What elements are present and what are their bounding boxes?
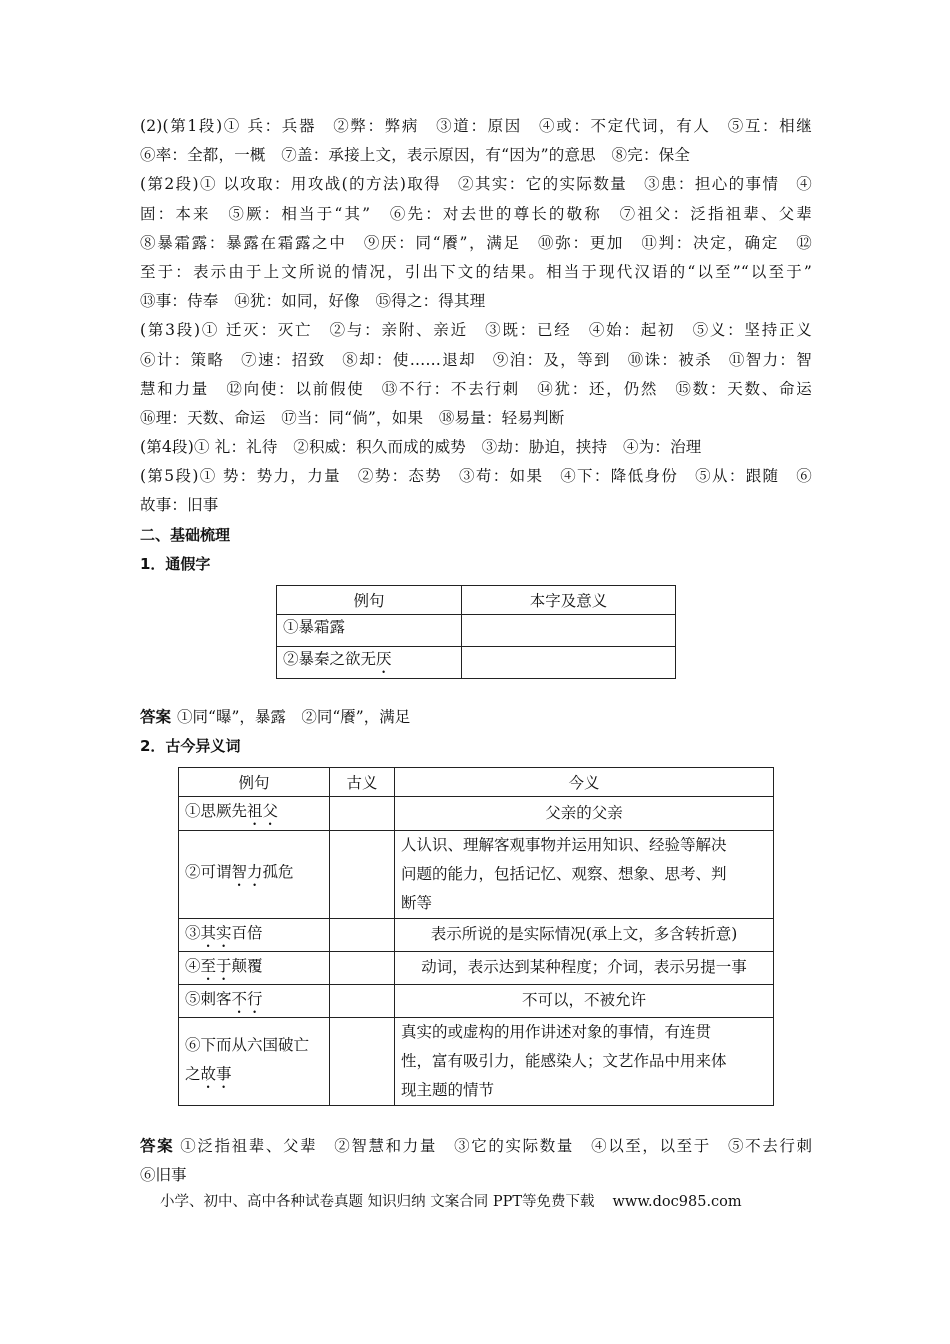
modern-meaning-cell: 表示所说的是实际情况(承上文，多含转折意) bbox=[395, 918, 774, 951]
answer-gujin bbox=[140, 1132, 812, 1190]
table-row bbox=[277, 614, 676, 646]
table-row bbox=[179, 1017, 774, 1105]
note-line: 故事：旧事 bbox=[140, 496, 219, 515]
footer-text: 小学、初中、高中各种试卷真题 知识归纳 文案合同 PPT等免费下载 bbox=[160, 1194, 595, 1210]
example-sentence: ②可谓智力孤危 bbox=[179, 830, 330, 918]
content bbox=[140, 112, 812, 1190]
ancient-meaning-cell bbox=[330, 984, 395, 1017]
table-row bbox=[179, 951, 774, 984]
answer-cell bbox=[462, 614, 676, 646]
note-line: ⑧暴霜露：暴露在霜露之中 ⑨厌：同“餍”，满足 ⑩弥：更加 ⑪判：决定，确定 ⑫ bbox=[140, 233, 812, 252]
ancient-meaning-cell bbox=[330, 918, 395, 951]
table-row bbox=[179, 918, 774, 951]
subsection-heading-gujin: 2．古今异义词 bbox=[140, 736, 241, 755]
note-line: (第4段)① 礼：礼待 ②积威：积久而成的威势 ③劫：胁迫，挟持 ④为：治理 bbox=[140, 438, 702, 457]
note-line: ⑥率：全都，一概 ⑦盖：承接上文，表示原因，有“因为”的意思 ⑧完：保全 bbox=[140, 146, 691, 165]
notes-block bbox=[140, 112, 812, 521]
note-line: (第2段)① 以攻取：用攻战(的方法)取得 ②其实：它的实际数量 ③患：担心的事情 ④ bbox=[140, 175, 812, 194]
answer-line: ⑥旧事 bbox=[140, 1165, 187, 1184]
answer-tongjiazi bbox=[140, 703, 812, 732]
table-row bbox=[179, 984, 774, 1017]
column-header: 古义 bbox=[330, 767, 395, 796]
note-line: (第3段)① 迁灭：灭亡 ②与：亲附、亲近 ③既：已经 ④始：起初 ⑤义：坚持正义 bbox=[140, 321, 812, 340]
note-line: ⑥计：策略 ⑦速：招致 ⑧却：使……退却 ⑨洎：及，等到 ⑩诛：被杀 ⑪智力：智 bbox=[140, 350, 812, 369]
answer-text: ①泛指祖辈、父辈 ②智慧和力量 ③它的实际数量 ④以至，以至于 ⑤不去行刺 bbox=[180, 1136, 812, 1155]
note-line: 至于：表示由于上文所说的情况，引出下文的结果。相当于现代汉语的“以至”“以至于” bbox=[140, 262, 812, 281]
answer-label: 答案 bbox=[140, 707, 172, 726]
example-sentence: ①暴霜露 bbox=[277, 614, 462, 646]
note-line: ⑯理：天数、命运 ⑰当：同“倘”，如果 ⑱易量：轻易判断 bbox=[140, 408, 565, 427]
table-header-row bbox=[179, 767, 774, 796]
gujin-table bbox=[178, 767, 774, 1106]
note-line: (第5段)① 势：势力，力量 ②势：态势 ③苟：如果 ④下：降低身份 ⑤从：跟随 ⑥ bbox=[140, 467, 812, 486]
modern-meaning-cell: 人认识、理解客观事物并运用知识、经验等解决 问题的能力，包括记忆、观察、想象、思考、判 断等 bbox=[395, 830, 774, 918]
tongjiazi-table bbox=[276, 585, 676, 679]
note-line: (2)(第1段)① 兵：兵器 ②弊：弊病 ③道：原因 ④或：不定代词，有人 ⑤互：相继 bbox=[140, 117, 812, 135]
ancient-meaning-cell bbox=[330, 1017, 395, 1105]
table-header-row bbox=[277, 585, 676, 614]
ancient-meaning-cell bbox=[330, 830, 395, 918]
table-row bbox=[179, 830, 774, 918]
note-line: 慧和力量 ⑫向使：以前假使 ⑬不行：不去行刺 ⑭犹：还，仍然 ⑮数：天数、命运 bbox=[140, 379, 812, 398]
table-row bbox=[179, 796, 774, 830]
example-sentence: ④至于颠覆 bbox=[179, 951, 330, 984]
section-heading: 二、基础梳理 bbox=[140, 525, 231, 544]
example-sentence: ⑤刺客不行 bbox=[179, 984, 330, 1017]
answer-line bbox=[140, 1132, 812, 1161]
modern-meaning-cell: 不可以，不被允许 bbox=[395, 984, 774, 1017]
footer-url[interactable]: www.doc985.com bbox=[612, 1194, 742, 1210]
column-header: 例句 bbox=[179, 767, 330, 796]
answer-text: ①同“曝”，暴露 ②同“餍”，满足 bbox=[177, 707, 411, 726]
modern-meaning-cell: 动词，表示达到某种程度；介词，表示另提一事 bbox=[395, 951, 774, 984]
example-sentence: ⑥下而从六国破亡 之故事 bbox=[179, 1017, 330, 1105]
ancient-meaning-cell bbox=[330, 796, 395, 830]
modern-meaning-cell: 父亲的父亲 bbox=[395, 796, 774, 830]
table-row bbox=[277, 646, 676, 678]
footer bbox=[160, 1190, 742, 1211]
column-header: 本字及意义 bbox=[462, 585, 676, 614]
note-line: 固：本来 ⑤厥：相当于“其” ⑥先：对去世的尊长的敬称 ⑦祖父：泛指祖辈、父辈 bbox=[140, 204, 812, 223]
subsection-heading-tongjiazi: 1．通假字 bbox=[140, 554, 211, 573]
example-sentence: ①思厥先祖父 bbox=[179, 796, 330, 830]
ancient-meaning-cell bbox=[330, 951, 395, 984]
column-header: 例句 bbox=[277, 585, 462, 614]
example-sentence: ③其实百倍 bbox=[179, 918, 330, 951]
example-sentence: ②暴秦之欲无厌 bbox=[277, 646, 462, 678]
answer-label: 答案 bbox=[140, 1136, 175, 1155]
modern-meaning-cell: 真实的或虚构的用作讲述对象的事情，有连贯 性，富有吸引力，能感染人；文艺作品中用来体 现主题的情节 bbox=[395, 1017, 774, 1105]
answer-cell bbox=[462, 646, 676, 678]
column-header: 今义 bbox=[395, 767, 774, 796]
note-line: ⑬事：侍奉 ⑭犹：如同，好像 ⑮得之：得其理 bbox=[140, 292, 486, 311]
